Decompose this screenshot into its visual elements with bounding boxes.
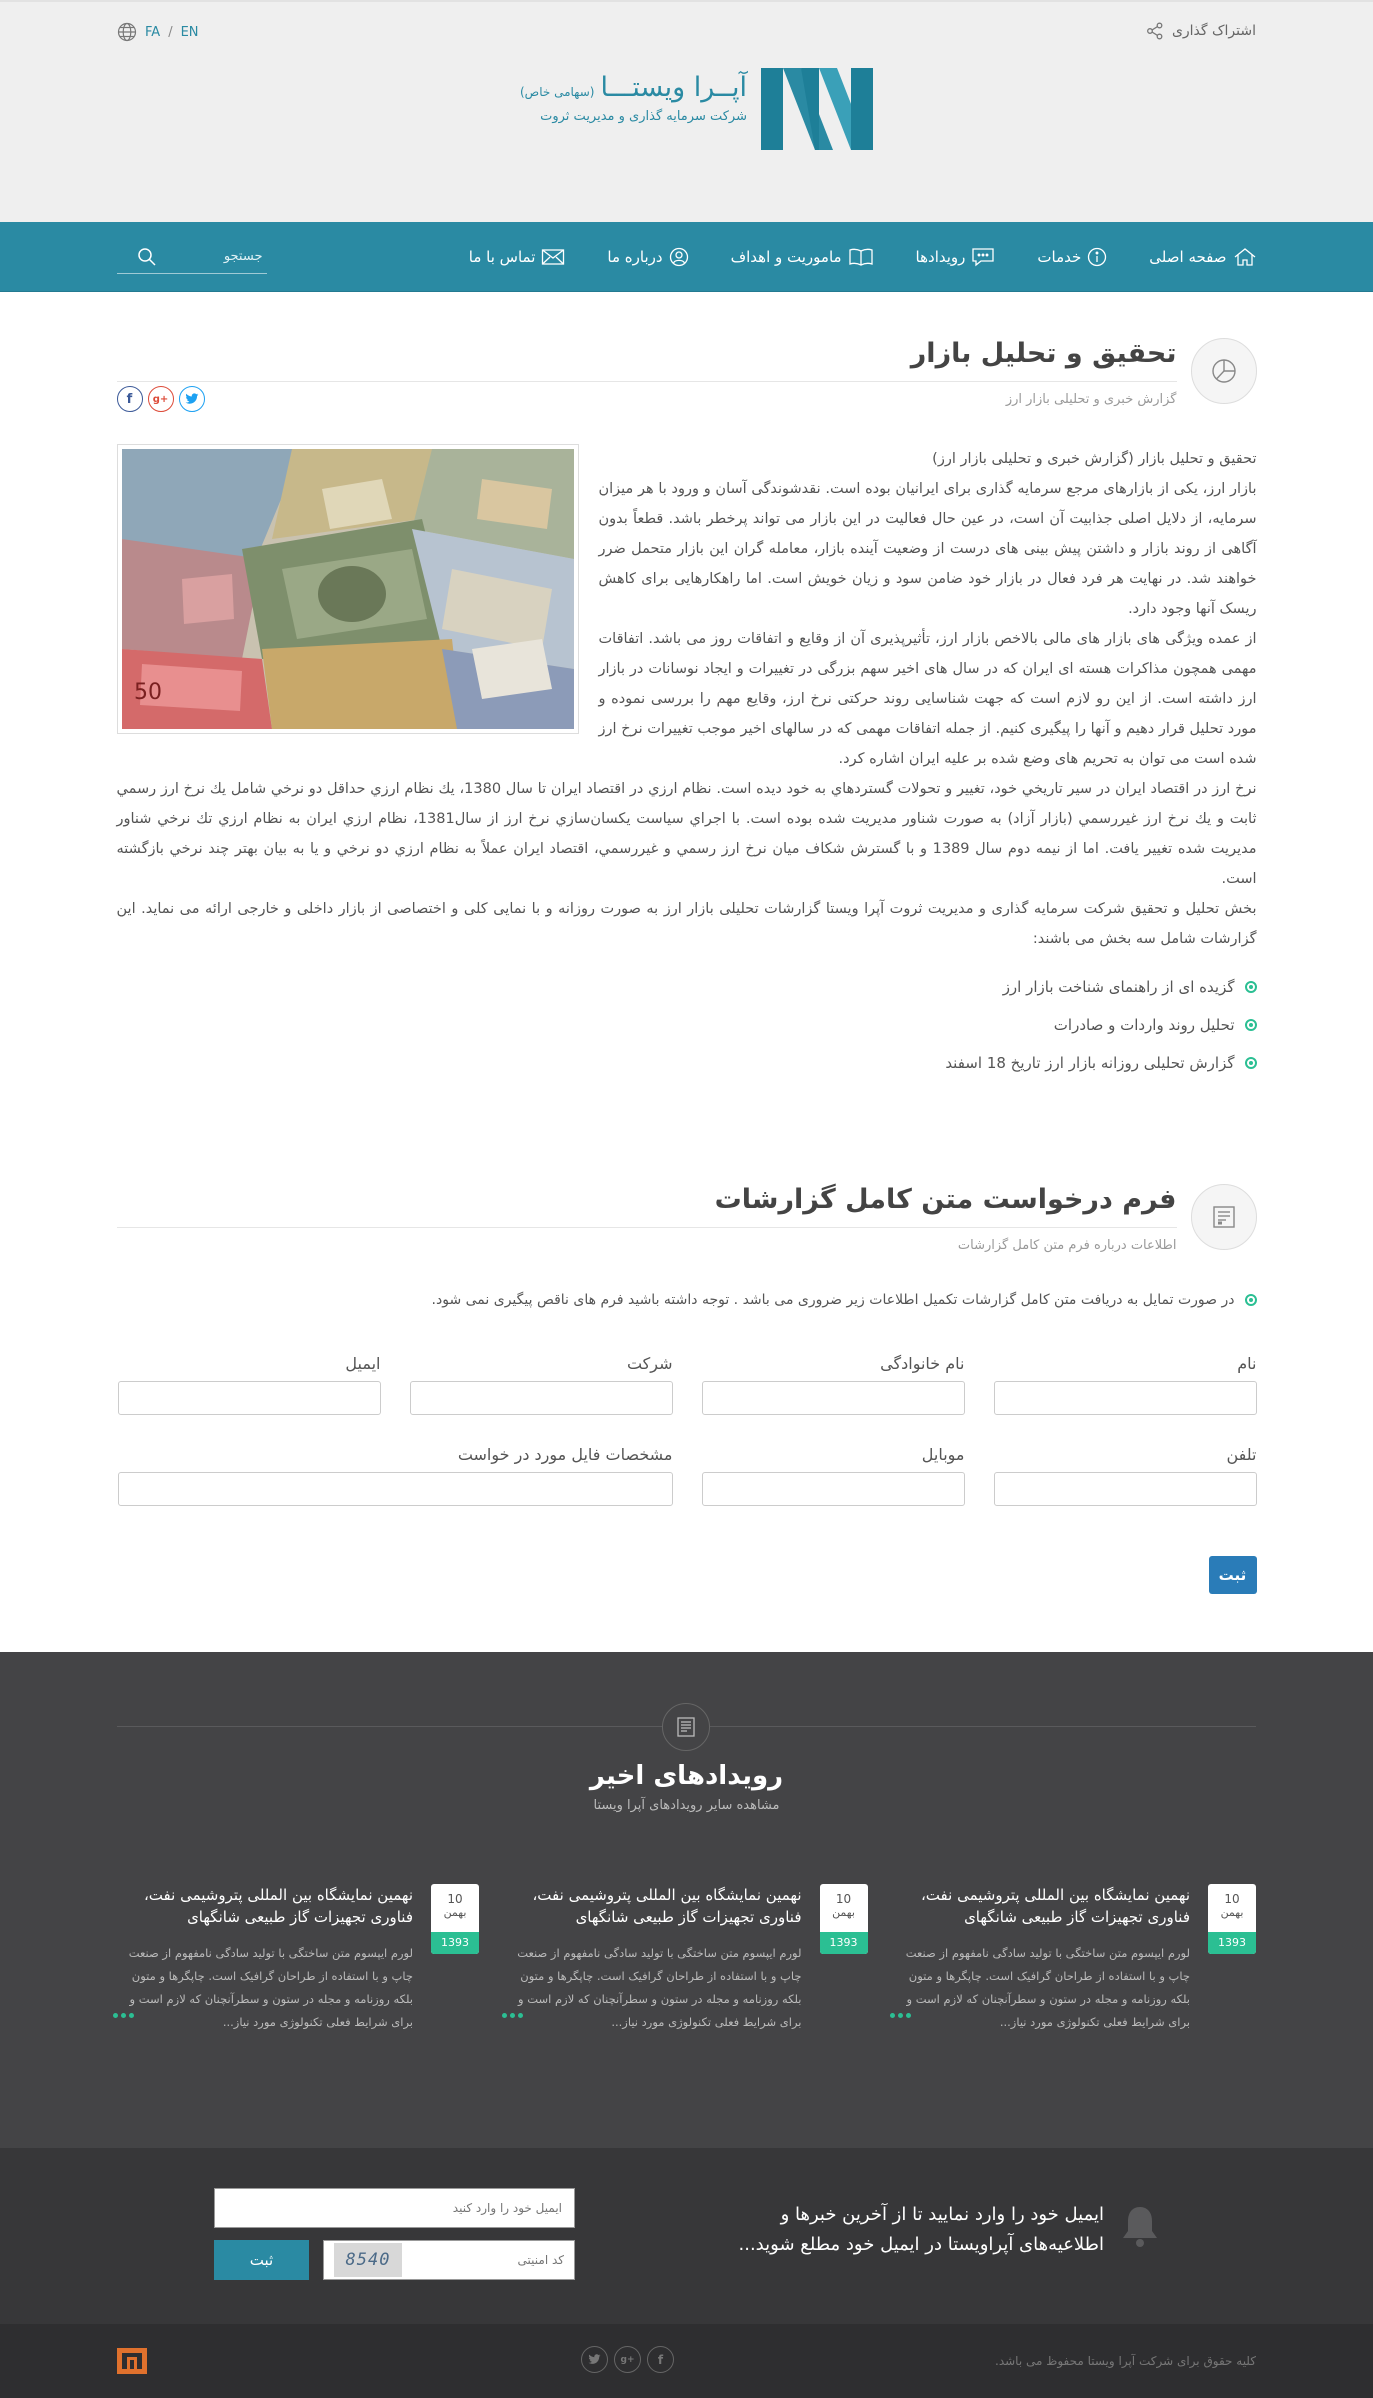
home-icon — [1233, 247, 1257, 267]
form-note — [117, 1292, 1257, 1308]
company-field — [410, 1354, 673, 1415]
copyright-text: کلیه حقوق برای شرکت آپرا ویستا محفوظ می باشد. — [995, 2354, 1256, 2368]
newsletter-line-1: ایمیل خود را وارد نمایید تا از آخرین خبرها و — [780, 2204, 1104, 2225]
main-content — [0, 338, 1373, 2324]
file-spec-label: مشخصات فایل مورد در خواست — [457, 1445, 673, 1464]
mobile-field — [702, 1445, 965, 1506]
lang-separator: / — [168, 24, 173, 40]
nav-item-events-label: رویدادها — [915, 248, 966, 266]
globe-icon — [117, 22, 137, 42]
article-paragraph-2: بازار ارز، یکی از بازارهای مرجع سرمایه گذاری برای ایرانیان بوده است. نقدشوندگی آسان و ورود با هر میزان سرمایه، از دلایل اصلی جذابیت آن است، در عین حال فعالیت در این بازار می تواند پرخطر باشد. قطعاً بدون آگاهی از روند بازار و داشتن پیش بینی های درست از وضعیت آینده بازار، معامله گران این بازار متحمل ضرر خواهند شد. در نهایت هر فرد فعال در بازار خود ضامن سود و زیان خویش است. اما راهکارهایی برای کاهش ریسک آنها وجود دارد. — [598, 481, 1257, 617]
bullet-icon — [1245, 1019, 1257, 1031]
logo-name-text: آپــرا ویستـــا — [600, 72, 747, 103]
article-image — [117, 444, 579, 734]
file-spec-field — [118, 1445, 673, 1506]
search-icon[interactable] — [137, 247, 157, 267]
pie-chart-icon — [1210, 357, 1238, 385]
captcha-image: 8540 — [334, 2243, 402, 2277]
user-icon — [669, 247, 689, 267]
main-nav — [0, 222, 1373, 292]
nav-item-mission-label: ماموریت و اهداف — [730, 248, 842, 266]
email-field — [118, 1354, 381, 1415]
event-month: بهمن — [443, 1906, 467, 1919]
form-submit-button[interactable]: ثبت — [1209, 1556, 1257, 1594]
event-card[interactable] — [506, 1884, 868, 2029]
footer-twitter-icon[interactable] — [581, 2346, 608, 2373]
logo-subtitle: شرکت سرمایه گذاری و مدیریت ثروت — [540, 109, 747, 124]
article-body — [117, 444, 1257, 1082]
nav-item-services-label: خدمات — [1037, 248, 1082, 266]
nav-item-contact-label: تماس با ما — [468, 248, 536, 266]
newsletter-text — [739, 2200, 1104, 2260]
form-subtitle: اطلاعات درباره فرم متن کامل گزارشات — [957, 1238, 1177, 1253]
read-more-dots-icon[interactable] — [502, 2013, 802, 2018]
nav-item-home-label: صفحه اصلی — [1149, 248, 1227, 266]
event-month: بهمن — [832, 1906, 855, 1919]
page-title: تحقیق و تحلیل بازار — [910, 338, 1177, 369]
event-month: بهمن — [1220, 1906, 1244, 1919]
file-spec-input[interactable] — [118, 1472, 673, 1506]
page-subtitle: گزارش خبری و تحلیلی بازار ارز — [1005, 392, 1177, 407]
event-title[interactable]: نهمین نمایشگاه بین المللی پتروشیمی نفت، فناوری تجهیزات گاز طبیعی شانگهای — [920, 1886, 1190, 1926]
bullet-label: گزیده ای از راهنمای شناخت بازار ارز — [1002, 978, 1235, 996]
bullet-icon — [1245, 981, 1257, 993]
footer — [0, 2324, 1373, 2398]
search-input[interactable] — [157, 249, 267, 264]
title-divider — [117, 381, 1177, 382]
note-bullet-icon — [1245, 1294, 1257, 1306]
bullet-label: گزارش تحلیلی روزانه بازار ارز تاریخ 18 اسفند — [945, 1054, 1235, 1072]
name-label: نام — [1237, 1354, 1257, 1373]
phone-field — [994, 1445, 1257, 1506]
event-title[interactable]: نهمین نمایشگاه بین المللی پتروشیمی نفت، فناوری تجهیزات گاز طبیعی شانگهای — [143, 1886, 413, 1926]
event-date-badge — [820, 1884, 868, 1954]
top-header — [0, 0, 1373, 222]
share-buttons — [117, 386, 205, 412]
security-code-box — [323, 2240, 575, 2280]
email-input[interactable] — [118, 1381, 381, 1415]
document-icon — [1211, 1204, 1237, 1230]
chat-icon — [971, 247, 995, 267]
nav-item-mission[interactable] — [731, 247, 874, 267]
company-label: شرکت — [626, 1354, 673, 1373]
report-request-form — [117, 1354, 1257, 1594]
newsletter-line-2: اطلاعیه‌های آپراویستا در ایمیل خود مطلع شوید... — [738, 2234, 1104, 2255]
list-item[interactable] — [117, 968, 1257, 1006]
logo-name — [520, 72, 747, 103]
event-card[interactable] — [894, 1884, 1256, 2029]
article-paragraph-1: تحقیق و تحلیل بازار (گزارش خبری و تحلیلی بازار ارز) — [932, 451, 1257, 467]
bullet-icon — [1245, 1057, 1257, 1069]
info-icon — [1087, 247, 1107, 267]
event-excerpt: لورم ایپسوم متن ساختگی با تولید سادگی نامفهوم از صنعت چاپ و با استفاده از طراحان گرافیک است. چاپگرها و متون بلکه روزنامه و مجله در ستون و سطرآنچنان که لازم است و برای شرایط فعلی تکنولوژی مورد نیاز... — [905, 1946, 1190, 2029]
facebook-icon[interactable]: f — [117, 386, 143, 412]
nav-item-about[interactable] — [607, 247, 688, 267]
form-title: فرم درخواست متن کامل گزارشات — [714, 1184, 1177, 1215]
article-paragraph-3: از عمده ویژگی های بازار های مالی بالاخص بازار ارز، تأثیرپذیری آن از وقایع و اتفاقات روز می باشد. اتفاقات مهمی همچون مذاکرات هسته ای ایران که در سال های اخیر سهم بزرگی در تغییرات و ایجاد نوسانات در بازار ارز داشته است. از این رو لازم است که جهت شناسایی روند حرکتی نرخ ارز، وقایع مهم را بررسی نموده و مورد تحلیل قرار دهیم و آنها را پیگیری کنیم. از جمله اتفاقات مهمی که در سالهای اخیر موجب تغییرات نرخ ارز شده است می توان به تحریم های وضع شده بر علیه ایران اشاره کرد. — [598, 631, 1257, 767]
lang-en-link[interactable]: EN — [180, 24, 199, 40]
lang-fa-link[interactable]: FA — [145, 24, 161, 40]
logo-tag: (سهامی خاص) — [520, 85, 595, 99]
newsletter-email-input[interactable] — [214, 2188, 575, 2228]
event-card[interactable] — [117, 1884, 479, 2029]
bell-icon — [1121, 2204, 1159, 2248]
event-day: 10 — [447, 1892, 463, 1906]
share-link[interactable] — [1146, 22, 1256, 40]
company-input[interactable] — [410, 1381, 673, 1415]
nav-item-about-label: درباره ما — [607, 248, 663, 266]
newspaper-icon — [675, 1716, 697, 1738]
newsletter — [0, 2148, 1373, 2324]
email-label: ایمیل — [345, 1354, 381, 1373]
form-fields — [117, 1354, 1257, 1506]
event-year: 1393 — [1208, 1932, 1256, 1954]
event-date-badge — [431, 1884, 479, 1954]
events-title: رویدادهای اخیر — [589, 1761, 784, 1791]
event-title[interactable]: نهمین نمایشگاه بین المللی پتروشیمی نفت، فناوری تجهیزات گاز طبیعی شانگهای — [532, 1886, 802, 1926]
family-field — [702, 1354, 965, 1415]
svg-text:50: 50 — [133, 680, 162, 705]
form-header — [117, 1184, 1257, 1264]
footer-facebook-icon[interactable]: f — [647, 2346, 674, 2373]
security-code-input[interactable] — [414, 2253, 564, 2267]
search-box — [117, 240, 267, 274]
recent-events — [0, 1652, 1373, 2148]
list-item[interactable] — [117, 1044, 1257, 1082]
event-day: 10 — [1224, 1892, 1240, 1906]
bullet-label: تحلیل روند واردات و صادرات — [1053, 1016, 1235, 1034]
nav-item-home[interactable] — [1149, 247, 1256, 267]
envelope-icon — [541, 248, 565, 266]
event-year: 1393 — [431, 1932, 479, 1954]
article-bullet-list — [117, 968, 1257, 1082]
event-cards — [117, 1884, 1256, 2029]
events-section-icon — [662, 1703, 710, 1751]
language-switcher — [117, 22, 199, 42]
mobile-input[interactable] — [702, 1472, 965, 1506]
form-note-text: در صورت تمایل به دریافت متن کامل گزارشات تکمیل اطلاعات زیر ضروری می باشد . توجه داشته باشید فرم های ناقص پیگیری نمی شود. — [431, 1292, 1235, 1308]
banknotes-image-icon — [122, 449, 574, 729]
event-year: 1393 — [820, 1932, 868, 1954]
twitter-icon[interactable] — [179, 386, 205, 412]
share-label: اشتراک گذاری — [1171, 23, 1256, 39]
events-subtitle-link[interactable]: مشاهده سایر رویدادهای آپرا ویستا — [593, 1798, 780, 1813]
event-excerpt: لورم ایپسوم متن ساختگی با تولید سادگی نامفهوم از صنعت چاپ و با استفاده از طراحان گرافیک است. چاپگرها و متون بلکه روزنامه و مجله در ستون و سطرآنچنان که لازم است و برای شرایط فعلی تکنولوژی مورد نیاز... — [128, 1946, 413, 2029]
nav-item-events[interactable] — [916, 247, 996, 267]
article-paragraph-5: بخش تحلیل و تحقیق شرکت سرمایه گذاری و مدیریت ثروت آپرا ویستا گزارشات تحلیلی بازار ارز به صورت روزانه و با نمایی کلی و اختصاصی از بازار داخلی و خارجی ارائه می نماید. این گزارشات شامل سه بخش می باشند: — [116, 901, 1257, 947]
family-input[interactable] — [702, 1381, 965, 1415]
article-paragraph-4: نرخ ارز در اقتصاد ايران در سير تاريخي خود، تغيير و تحولات گستردهاي به خود ديده است. نظام ارزي در اقتصاد ايران تا سال 1380، يك نظام ارزي حداقل دو نرخي شامل يك نرخ ارز رسمي ثابت و يك نرخ ارز غيررسمي (بازار آزاد) به صورت شناور مديريت شده بوده است. با اجراي سياست يكسان‌سازي نرخ ارز از سال1381، نظام ارزي ايران به نظام ارزي تك نرخي شناور مديريت شده تغيير يافت. اما از نيمه دوم سال 1389 و با گسترش شكاف ميان نرخ ارز رسمي و غيررسمي، اقتصاد ايران عملاً به نظام ارزي دو نرخي و يا به بيان بهتر چند نرخي بازگشته است. — [116, 781, 1257, 887]
site-logo[interactable] — [520, 68, 873, 150]
logo-text — [520, 68, 747, 124]
newsletter-submit-button[interactable]: ثبت — [214, 2240, 309, 2280]
share-icon — [1146, 22, 1164, 40]
google-plus-icon[interactable]: g+ — [148, 386, 174, 412]
article-section-icon — [1191, 338, 1257, 404]
family-label: نام خانوادگی — [880, 1354, 965, 1373]
footer-google-plus-icon[interactable]: g+ — [614, 2346, 641, 2373]
mobile-label: موبایل — [921, 1445, 965, 1464]
book-icon — [848, 247, 874, 267]
nav-item-services[interactable] — [1037, 247, 1107, 267]
form-section-icon — [1191, 1184, 1257, 1250]
nav-item-contact[interactable] — [469, 248, 566, 266]
event-excerpt: لورم ایپسوم متن ساختگی با تولید سادگی نامفهوم از صنعت چاپ و با استفاده از طراحان گرافیک است. چاپگرها و متون بلکه روزنامه و مجله در ستون و سطرآنچنان که لازم است و برای شرایط فعلی تکنولوژی مورد نیاز... — [517, 1946, 802, 2029]
logo-mark-icon — [761, 68, 873, 150]
name-field — [994, 1354, 1257, 1415]
event-day: 10 — [835, 1892, 852, 1906]
footer-social-links — [581, 2346, 674, 2373]
read-more-dots-icon[interactable] — [113, 2013, 413, 2018]
event-date-badge — [1208, 1884, 1256, 1954]
name-input[interactable] — [994, 1381, 1257, 1415]
list-item[interactable] — [117, 1006, 1257, 1044]
read-more-dots-icon[interactable] — [890, 2013, 1190, 2018]
designer-logo-icon[interactable] — [117, 2348, 147, 2374]
article-header — [117, 338, 1257, 418]
form-title-divider — [117, 1227, 1177, 1228]
nav-menu — [469, 247, 1257, 267]
phone-input[interactable] — [994, 1472, 1257, 1506]
phone-label: تلفن — [1226, 1445, 1257, 1464]
